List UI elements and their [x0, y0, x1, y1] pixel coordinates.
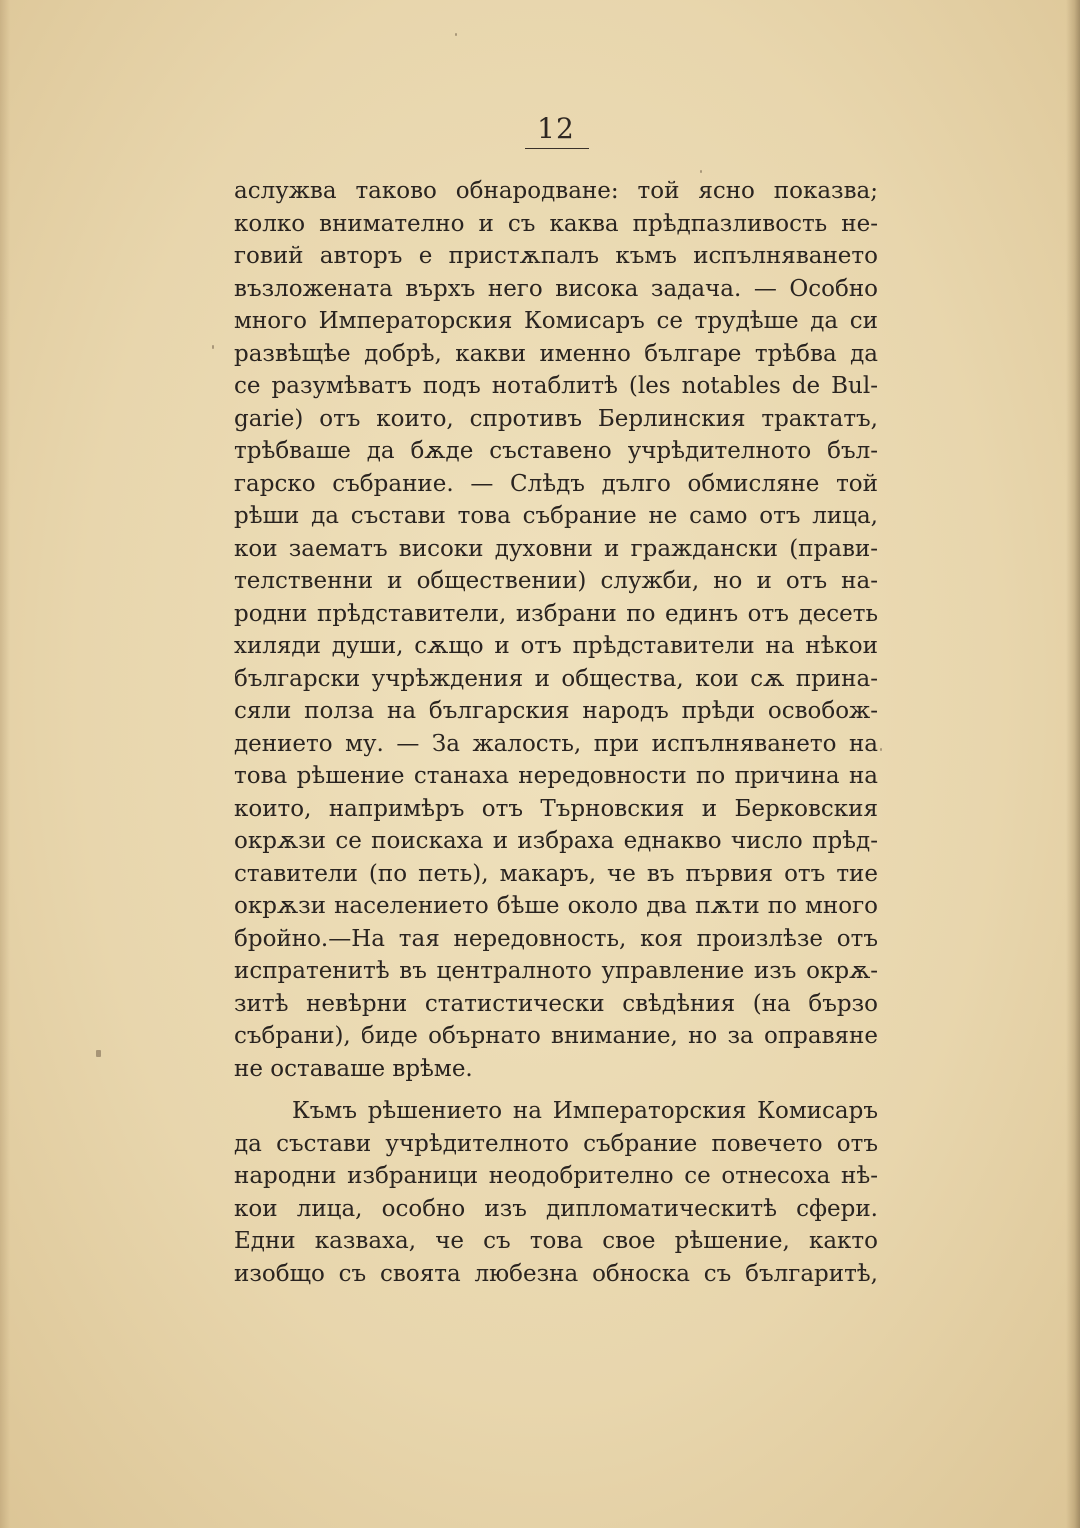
- paper-speck: [212, 345, 214, 349]
- text-line: сяли полза на българския народъ прѣди освобож-: [234, 698, 878, 724]
- text-line: окрѫзи населението бѣше около два пѫти по много: [234, 893, 878, 919]
- text-line: не оставаше врѣме.: [234, 1055, 473, 1082]
- text-line: хиляди души, сѫщо и отъ прѣдставители на нѣкои: [234, 633, 878, 659]
- text-line: зитѣ невѣрни статистически свѣдѣния (на бързо: [234, 990, 878, 1017]
- text-line: Едни казваха, че съ това свое рѣшение, както: [234, 1228, 878, 1254]
- text-line: събрани), биде обърнато внимание, но за оправяне: [234, 1023, 878, 1049]
- paper-speck: [96, 1050, 101, 1057]
- text-line: бройно.—На тая нередовность, коя произлѣзе отъ: [234, 925, 878, 952]
- text-line: родни прѣдставители, избрани по единъ отъ десеть: [234, 600, 878, 627]
- text-line: колко внимателно и съ каква прѣдпазливость не-: [234, 210, 878, 237]
- text-line: това рѣшение станаха нередовности по причина на: [234, 763, 878, 789]
- text-line: изобщо съ своята любезна обноска съ българитѣ,: [234, 1260, 878, 1287]
- text-line: народни избраници неодобрително се отнесоха нѣ-: [234, 1163, 878, 1189]
- paper-speck: [455, 33, 457, 36]
- text-line: български учрѣждения и общества, кои сѫ прина-: [234, 665, 878, 692]
- text-line: аслужва таково обнародване: той ясно показва;: [234, 178, 878, 204]
- text-line: испратенитѣ въ централното управление изъ окрѫ-: [234, 958, 878, 984]
- text-line: развѣщѣе добрѣ, какви именно българе трѣбва да: [234, 340, 878, 367]
- page-number-rule: [525, 148, 589, 149]
- text-line: окрѫзи се поискаха и избраха еднакво число прѣд-: [234, 828, 878, 854]
- paragraph-1: [234, 175, 878, 1085]
- body-text: [234, 175, 878, 1290]
- paragraph-2: [234, 1095, 878, 1290]
- text-line: телственни и обществении) служби, но и отъ на-: [234, 568, 878, 594]
- text-line: се разумѣватъ подъ нотаблитѣ (les notables de Bul-: [234, 373, 878, 399]
- page-edge-shadow-right: [1066, 0, 1080, 1528]
- page-number: 12: [537, 112, 575, 145]
- paper-speck: [700, 170, 702, 173]
- text-line: много Императорския Комисаръ се трудѣше да си: [234, 308, 878, 334]
- text-line: дението му. — За жалость, при испълняването на: [234, 730, 878, 757]
- text-line: възложената върхъ него висока задача. — Особно: [234, 275, 878, 302]
- text-line: garie) отъ които, спротивъ Берлинския трактатъ,: [234, 405, 878, 432]
- text-line: ставители (по петь), макаръ, че въ първия отъ тие: [234, 860, 878, 887]
- text-line: гарско събрание. — Слѣдъ дълго обмисляне той: [234, 470, 878, 497]
- paragraph-gap: [234, 1085, 878, 1095]
- paper-speck: [880, 748, 882, 751]
- text-line: да състави учрѣдителното събрание повечето отъ: [234, 1130, 878, 1157]
- text-line: говий авторъ е пристѫпалъ къмъ испълняването: [234, 243, 878, 269]
- text-line: Къмъ рѣшението на Императорския Комисаръ: [292, 1098, 878, 1124]
- text-line: трѣбваше да бѫде съставено учрѣдителното бъл-: [234, 438, 878, 464]
- text-line: които, напримѣръ отъ Търновския и Берковския: [234, 795, 878, 822]
- text-line: рѣши да състави това събрание не само отъ лица,: [234, 503, 878, 529]
- text-line: кои лица, особно изъ дипломатическитѣ сфери.: [234, 1195, 878, 1222]
- page-edge-shadow-left: [0, 0, 10, 1528]
- text-line: кои заематъ високи духовни и граждански (прави-: [234, 535, 878, 562]
